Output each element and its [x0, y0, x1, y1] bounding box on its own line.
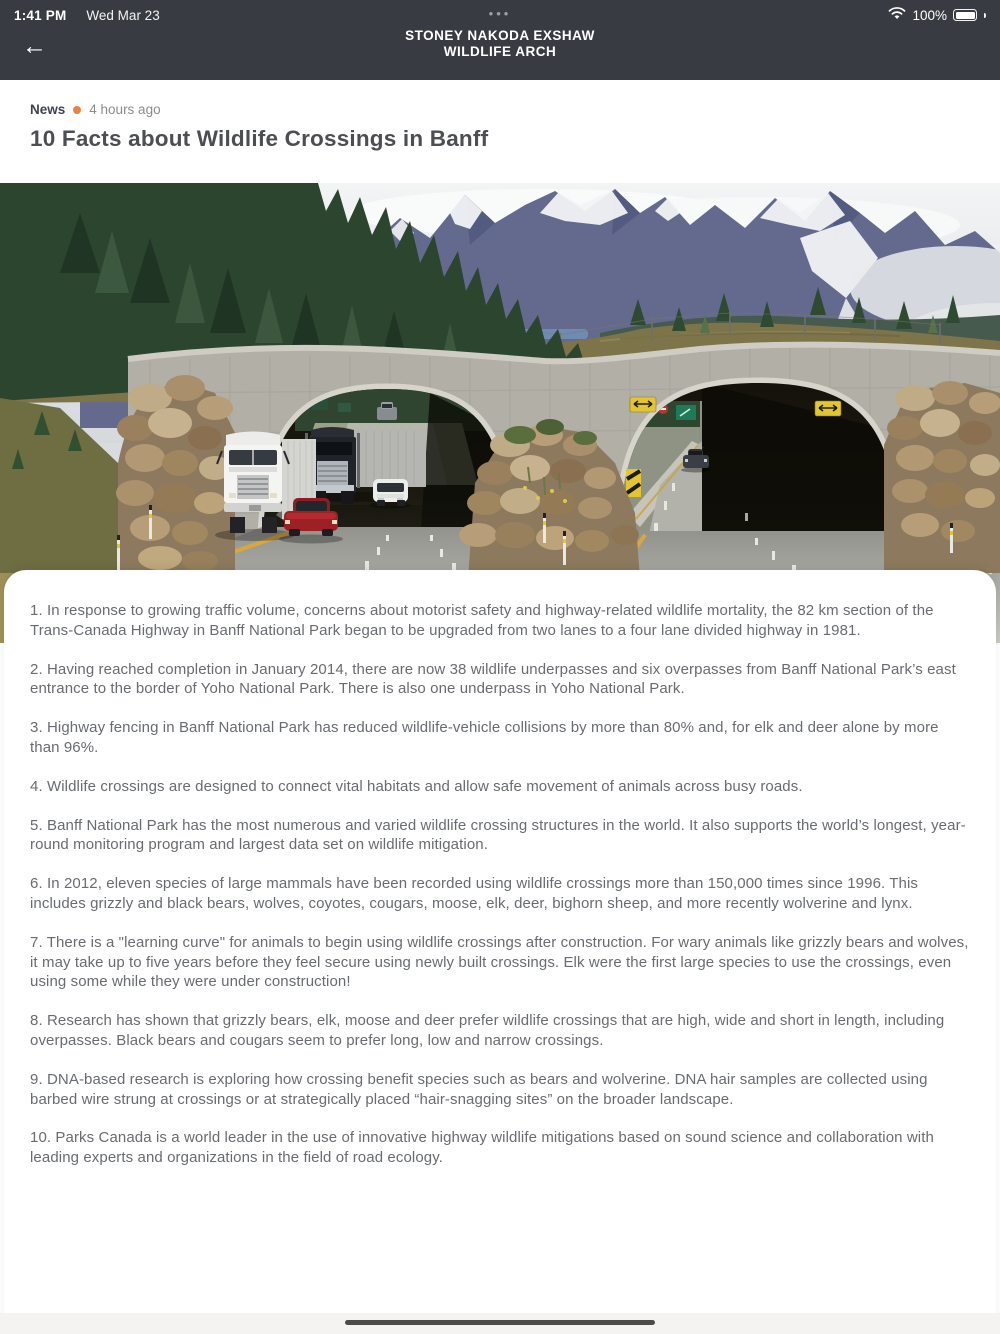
article-title: 10 Facts about Wildlife Crossings in Banff	[30, 126, 489, 151]
app-header	[0, 0, 1000, 80]
home-indicator[interactable]	[345, 1320, 655, 1325]
article-body-card	[4, 570, 996, 1334]
back-button[interactable]: ←	[22, 32, 47, 60]
article-paragraph: 7. There is a "learning curve" for animals to begin using wildlife crossings after construction. For wary animals like grizzly bears and wolves, it may take up to five years before they feel secure using newly built crossings. Elk were the first large species to use the crossings, even using some while they were under construction!	[30, 933, 969, 991]
battery-icon	[953, 9, 977, 21]
article-paragraph: 6. In 2012, eleven species of large mammals have been recorded using wildlife crossings more than 150,000 times since 1996. This includes grizzly and black bears, wolves, coyotes, cougars, moose, elk, deer, bighorn sheep, and more recently wolverine and lynx.	[30, 875, 919, 912]
article-category: News	[30, 102, 66, 117]
wifi-icon	[888, 7, 906, 23]
orange-dot-icon	[73, 106, 81, 114]
article-timestamp: 4 hours ago	[89, 102, 161, 117]
status-bar	[0, 0, 1000, 23]
white-suv-icon	[369, 479, 411, 509]
article-meta-row	[30, 102, 970, 117]
app-title-line1: STONEY NAKODA EXSHAW	[405, 28, 595, 43]
article-meta-section	[0, 80, 1000, 183]
article-paragraph: 2. Having reached completion in January 2014, there are now 38 wildlife underpasses and six overpasses from Banff National Park’s east entrance to the border of Yoho National Park. There is also one underpass in Yoho National Park.	[30, 660, 956, 698]
app-title	[0, 28, 1000, 60]
app-title-line2: WILDLIFE ARCH	[443, 44, 557, 60]
battery-tip	[984, 13, 986, 18]
article-paragraph: 1. In response to growing traffic volume, concerns about motorist safety and highway-related wildlife mortality, the 82 km section of the Trans-Canada Highway in Banff National Park began to be upgraded from two lanes to a four lane divided highway in 1981.	[30, 602, 934, 639]
article-paragraph: 4. Wildlife crossings are designed to connect vital habitats and allow safe movement of animals across busy roads.	[30, 777, 803, 795]
article-paragraph: 9. DNA-based research is exploring how crossing benefit species such as bears and wolverine. DNA hair samples are collected using barbed wire strung at crossings or at strategically placed “hair-snagging sites” on the broader landscape.	[30, 1070, 928, 1108]
article-paragraph: 8. Research has shown that grizzly bears, elk, moose and deer prefer wildlife crossings that are high, wide and short in length, including overpasses. Black bears and cougars seem to prefer long, low and narrow crossings.	[30, 1012, 945, 1049]
article-paragraph: 10. Parks Canada is a world leader in the use of innovative highway wildlife mitigations based on sound science and collaboration with leading experts and organizations in the field of road ecology.	[30, 1129, 934, 1167]
status-time: 1:41 PM	[14, 7, 67, 23]
article-paragraph: 5. Banff National Park has the most numerous and varied wildlife crossing structures in the world. It also supports the world’s longest, year-round monitoring program and largest data set on wildlife mitigation.	[30, 816, 966, 854]
battery-percent: 100%	[912, 7, 947, 23]
multitask-dots-icon: •••	[488, 6, 512, 21]
home-indicator-strip	[0, 1313, 1000, 1334]
status-date: Wed Mar 23	[86, 7, 160, 23]
article-paragraph: 3. Highway fencing in Banff National Park has reduced wildlife-vehicle collisions by more than 80% and, for elk and deer alone by more than 96%.	[30, 719, 939, 756]
